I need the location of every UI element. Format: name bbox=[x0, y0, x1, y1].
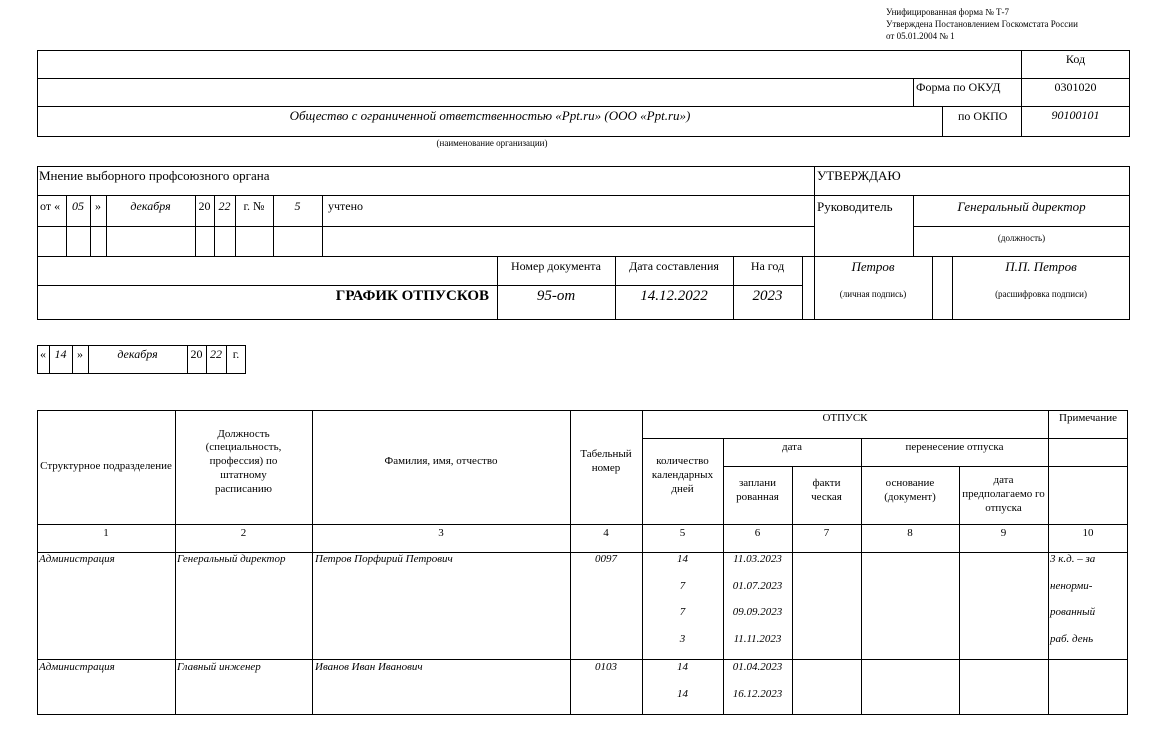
approval-position-caption: (должность) bbox=[997, 233, 1046, 243]
row-days bbox=[642, 654, 723, 707]
form-header-line-2: Утверждена Постановлением Госкомстата России bbox=[886, 19, 1078, 29]
column-number: 7 bbox=[823, 527, 830, 540]
date-year-suffix: 22 bbox=[210, 347, 222, 361]
document-title: ГРАФИК ОТПУСКОВ bbox=[335, 288, 489, 304]
form-header-line-3: от 05.01.2004 № 1 bbox=[886, 31, 955, 41]
union-considered: учтено bbox=[328, 199, 364, 213]
header-tab-number: Табельный номер bbox=[580, 448, 632, 474]
note-line: раб. день bbox=[1050, 632, 1094, 645]
note-line: 3 к.д. – за bbox=[1050, 553, 1096, 565]
days-value: 3 bbox=[679, 632, 686, 645]
planned-date: 16.12.2023 bbox=[732, 687, 783, 700]
approval-title: УТВЕРЖДАЮ bbox=[817, 168, 901, 183]
header-vacation: ОТПУСК bbox=[822, 412, 868, 425]
days-value: 7 bbox=[679, 579, 686, 592]
date-month: декабря bbox=[117, 347, 158, 361]
row-tab-number: 0097 bbox=[595, 553, 617, 565]
header-basis: основание (документ) bbox=[884, 477, 936, 503]
doc-number-header: Номер документа bbox=[510, 259, 602, 273]
union-month: декабря bbox=[130, 199, 171, 213]
form-header bbox=[886, 6, 1078, 42]
column-number: 5 bbox=[679, 527, 686, 540]
union-quote-close: » bbox=[95, 199, 101, 213]
header-position: Должность (специальность, профессия) по штатному расписанию bbox=[205, 427, 282, 495]
planned-date: 01.04.2023 bbox=[732, 661, 783, 673]
doc-year-header: На год bbox=[750, 259, 785, 273]
column-number: 4 bbox=[603, 527, 609, 540]
column-number: 8 bbox=[907, 527, 913, 540]
okud-label: Форма по ОКУД bbox=[916, 80, 1001, 94]
date-open-quote: « bbox=[40, 347, 46, 361]
header-transfer: перенесение отпуска bbox=[905, 441, 1004, 454]
note-line: ненорми- bbox=[1050, 579, 1093, 592]
date-year-prefix: 20 bbox=[190, 347, 203, 361]
header-name: Фамилия, имя, отчество bbox=[384, 455, 498, 468]
approval-decode-caption: (расшифровка подписи) bbox=[995, 289, 1087, 299]
union-from-label: от « bbox=[40, 199, 61, 213]
row-name: Петров Порфирий Петрович bbox=[315, 553, 453, 565]
row-note bbox=[1050, 546, 1126, 652]
note-line: рованный bbox=[1050, 606, 1096, 618]
column-number: 3 bbox=[438, 527, 444, 540]
union-opinion-title: Мнение выборного профсоюзного органа bbox=[39, 168, 270, 183]
union-year-label: г. № bbox=[243, 199, 265, 213]
union-day: 05 bbox=[72, 199, 84, 213]
column-number: 9 bbox=[1000, 527, 1007, 540]
days-value: 14 bbox=[677, 687, 688, 700]
date-day: 14 bbox=[54, 347, 67, 361]
doc-date-header: Дата составления bbox=[629, 259, 719, 273]
form-header-line-1: Унифицированная форма № Т-7 bbox=[886, 7, 1010, 17]
column-number: 1 bbox=[103, 527, 109, 540]
doc-number: 95-от bbox=[536, 288, 576, 304]
days-value: 14 bbox=[677, 553, 688, 565]
union-year-prefix: 20 bbox=[198, 199, 211, 213]
okpo-label: по ОКПО bbox=[958, 109, 1008, 123]
row-dept: Администрация bbox=[39, 661, 115, 673]
row-tab-number: 0103 bbox=[595, 661, 617, 673]
days-value: 7 bbox=[679, 606, 686, 618]
code-label: Код bbox=[1065, 52, 1086, 66]
row-planned-dates bbox=[723, 654, 792, 707]
organization-name: Общество с ограниченной ответственностью «Ppt.ru» (ООО «Ppt.ru») bbox=[289, 108, 691, 123]
header-date: дата bbox=[781, 441, 803, 454]
header-actual: факти ческая bbox=[811, 477, 842, 503]
approval-signature-decode: П.П. Петров bbox=[1005, 259, 1077, 274]
doc-date: 14.12.2022 bbox=[640, 288, 708, 304]
okpo-value: 90100101 bbox=[1051, 108, 1100, 122]
union-number: 5 bbox=[294, 199, 301, 213]
days-value: 14 bbox=[677, 661, 688, 673]
row-name: Иванов Иван Иванович bbox=[315, 661, 423, 673]
approval-head-label: Руководитель bbox=[817, 199, 893, 214]
header-note: Примечание bbox=[1059, 412, 1117, 425]
header-expected-date: дата предполагаемо го отпуска bbox=[962, 474, 1045, 514]
approval-position: Генеральный директор bbox=[957, 199, 1086, 214]
column-number: 10 bbox=[1082, 527, 1094, 540]
column-number: 2 bbox=[240, 527, 247, 540]
planned-date: 11.03.2023 bbox=[733, 553, 782, 565]
approval-signature: Петров bbox=[851, 259, 895, 274]
column-number: 6 bbox=[754, 527, 761, 540]
row-dept: Администрация bbox=[39, 553, 115, 565]
okud-value: 0301020 bbox=[1054, 80, 1097, 94]
row-position: Генеральный директор bbox=[177, 553, 286, 565]
planned-date: 09.09.2023 bbox=[732, 606, 783, 618]
row-position: Главный инженер bbox=[177, 661, 261, 673]
doc-year: 2023 bbox=[752, 288, 783, 304]
date-year-label: г. bbox=[232, 347, 240, 361]
row-planned-dates bbox=[723, 546, 792, 652]
row-days bbox=[642, 546, 723, 652]
header-dept: Структурное подразделение bbox=[40, 460, 172, 473]
union-year-suffix: 22 bbox=[218, 199, 231, 213]
date-close-quote: » bbox=[77, 347, 83, 361]
organization-caption: (наименование организации) bbox=[436, 138, 548, 148]
approval-signature-caption: (личная подпись) bbox=[839, 289, 907, 299]
header-days: количество календарных дней bbox=[651, 455, 714, 495]
planned-date: 11.11.2023 bbox=[733, 632, 782, 645]
header-planned: заплани рованная bbox=[736, 477, 779, 503]
planned-date: 01.07.2023 bbox=[732, 579, 783, 592]
